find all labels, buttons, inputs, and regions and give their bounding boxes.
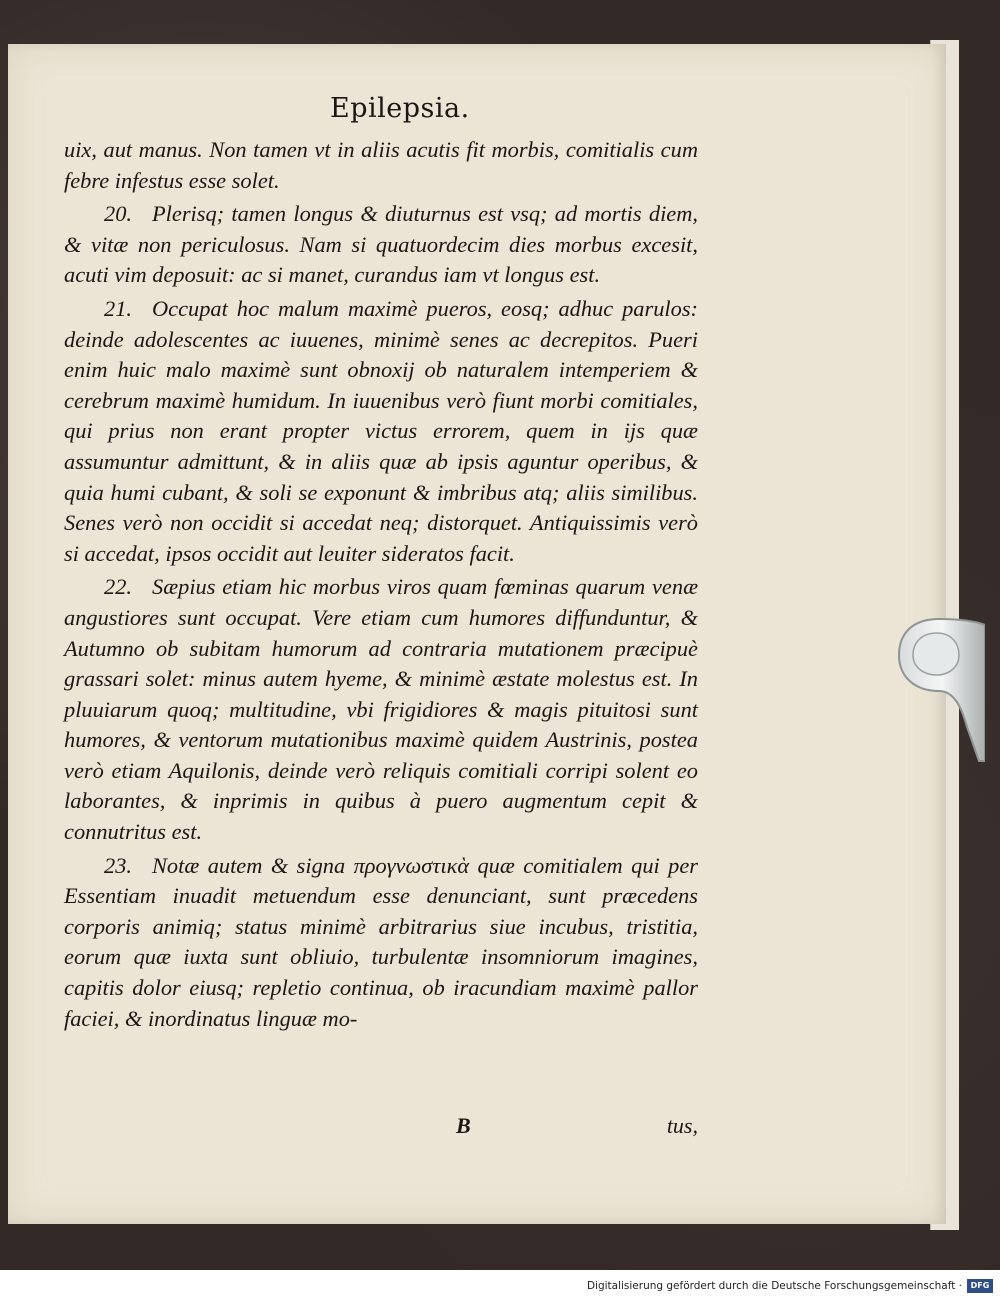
paragraph-text: uix, aut manus. Non tamen vt in aliis acutis fit morbis, comitialis cum febre infestus esse solet. [64, 137, 698, 193]
paragraph-text: Sæpius etiam hic morbus viros quam fœminas quarum venæ angustiores sunt occupat. Vere etiam cum humores diffunduntur, & Autumno ob subitam humorum ad contraria mutationem præcipuè grassari solet: minus autem hyeme, & minimè æstate molestus est. In pluuiarum quoq; multitudine, vbi frigidiores & magis pituitosi sunt humores, & ventorum mutationibus maximè quidem Austrinis, postea verò etiam Aquilonis, deinde verò reliquis comitiali corripi solent eo laborantes, & inprimis in quibus à puero augmentum cepit & connutritus est. [64, 574, 698, 845]
page-clip-icon [893, 615, 985, 765]
paragraph-text: Plerisq; tamen longus & diuturnus est vsq; ad mortis diem, & vitæ non periculosus. Nam si quatuordecim dies morbus excesit, acuti vim deposuit: ac si manet, curandus iam vt longus est. [64, 201, 698, 288]
paragraph-text: Occupat hoc malum maximè pueros, eosq; adhuc parulos: deinde adolescentes ac iuuenes, minimè senes ac decrepitos. Pueri enim huic malo maximè sunt obnoxij ob naturalem intemperiem & cerebrum maximè humidum. In iuuenibus verò fiunt morbi comitiales, qui prius non erant propter victus errorem, quem in ijs quæ assumuntur admittunt, & in aliis quæ ab ipsis aguntur operibus, & quia humi cubant, & soli se exponunt & imbribus atq; aliis similibus. Senes verò non occidit si accedat neq; distorquet. Antiquissimis verò si accedat, ipsos occidit aut leuiter sideratos facit. [64, 295, 698, 566]
paragraph-number: 21. [104, 295, 132, 321]
signature-mark: B [456, 1113, 471, 1138]
paragraph-number: 22. [104, 574, 132, 600]
paragraph-20 [64, 199, 698, 291]
paragraph-continuation [64, 135, 698, 196]
credit-text: Digitalisierung gefördert durch die Deutsche Forschungsgemeinschaft · [586, 1280, 962, 1292]
paragraph-text: Notæ autem & signa προγνωστικὰ quæ comitialem qui per Essentiam inuadit metuendum esse denunciant, sunt præcedens corporis animiq; status minimè arbitrarius siue incubus, tristitia, eorum quæ iuxta sunt obliuio, turbulentæ insomniorum imagines, capitis dolor eiusq; repletio continua, ob iracundiam maximè pallor faciei, & inordinatus linguæ mo- [64, 852, 698, 1031]
paragraph-22 [64, 572, 698, 847]
paragraph-number: 23. [104, 852, 132, 878]
page-body [64, 135, 698, 1037]
catchword: tus, [666, 1113, 698, 1138]
paragraph-number: 20. [104, 201, 132, 227]
running-head: Epilepsia. [330, 93, 470, 124]
paragraph-21 [64, 294, 698, 569]
dfg-logo: DFG [967, 1279, 993, 1293]
page-footer [64, 1113, 698, 1147]
paragraph-23 [64, 851, 698, 1035]
